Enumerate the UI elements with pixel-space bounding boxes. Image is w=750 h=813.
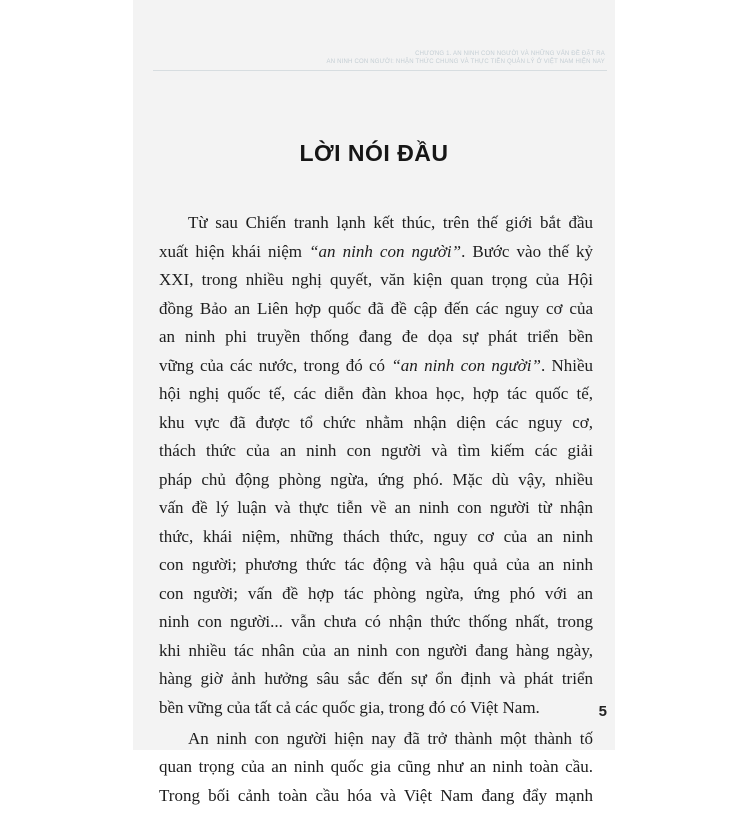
text-line: hội nghị quốc tế, các diễn đàn khoa học, hợp tác quốc tế, (159, 384, 593, 403)
text-line: XXI, trong nhiều nghị quyết, văn kiện quan trọng của Hội (159, 270, 593, 289)
text-line: vững của các nước, trong đó có “an ninh con người”. Nhiều (159, 355, 594, 375)
text-line: con người; phương thức tác động và hậu quả của an ninh (159, 555, 593, 574)
text-line: thức, khái niệm, những thách thức, nguy cơ của an ninh (159, 526, 593, 546)
text-line: Trong bối cảnh toàn cầu hóa và Việt Nam đang đẩy mạnh (159, 785, 593, 805)
text-line: pháp chủ động phòng ngừa, ứng phó. Mặc dù vậy, nhiều (159, 469, 593, 489)
paragraph (159, 725, 593, 811)
text-line: khi nhiều tác nhân của an ninh con người đang hàng ngày, (159, 640, 593, 660)
header-rule (153, 70, 607, 71)
running-head-line-2: AN NINH CON NGƯỜI: NHẬN THỨC CHUNG VÀ THỰC TIỄN QUẢN LÝ Ở VIỆT NAM HIỆN NAY (326, 59, 605, 65)
text-line: Từ sau Chiến tranh lạnh kết thúc, trên thế giới bắt đầu (188, 213, 593, 232)
body-text (159, 209, 593, 813)
text-line: xuất hiện khái niệm “an ninh con người”. Bước vào thế kỷ (159, 241, 593, 261)
text-line: hàng giờ ảnh hưởng sâu sắc đến sự ổn định và phát triển (159, 669, 593, 688)
text-line: an ninh phi truyền thống đang đe dọa sự phát triển bền (159, 327, 593, 346)
book-page (133, 0, 615, 805)
text-line: An ninh con người hiện nay đã trở thành một thành tố (188, 728, 593, 748)
page-number: 5 (598, 703, 607, 720)
text-line: ninh con người... vẫn chưa có nhận thức thống nhất, trong (159, 612, 593, 631)
running-head (133, 50, 615, 66)
text-line: quan trọng của an ninh quốc gia cũng như an ninh toàn cầu. (159, 757, 593, 776)
paragraph (159, 209, 593, 722)
text-line: con người; vấn đề hợp tác phòng ngừa, ứng phó với an (159, 583, 593, 603)
running-head-line-1: CHƯƠNG 1. AN NINH CON NGƯỜI VÀ NHỮNG VẤN ĐỀ ĐẶT RA (415, 51, 605, 57)
text-line: khu vực đã được tổ chức nhằm nhận diện các nguy cơ, (159, 412, 593, 432)
text-line: thách thức của an ninh con người và tìm kiếm các giải (159, 441, 593, 460)
text-line: vấn đề lý luận và thực tiễn về an ninh con người từ nhận (159, 498, 593, 517)
chapter-title: LỜI NÓI ĐẦU (299, 140, 449, 166)
text-line: bền vững của tất cả các quốc gia, trong đó có Việt Nam. (159, 697, 540, 717)
text-line: đồng Bảo an Liên hợp quốc đã đề cập đến các nguy cơ của (159, 298, 593, 318)
